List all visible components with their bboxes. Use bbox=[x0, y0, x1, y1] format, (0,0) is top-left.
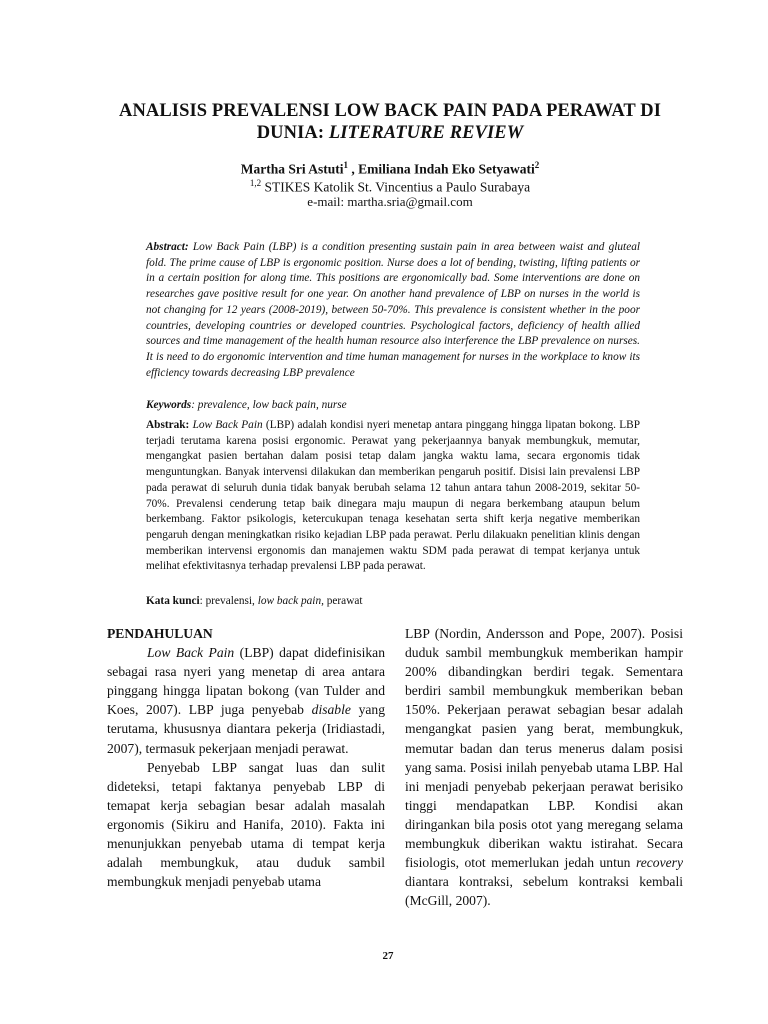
keywords-indonesian-pre: : prevalensi, bbox=[199, 595, 258, 607]
keywords-english bbox=[146, 398, 640, 413]
author-2-affil: 2 bbox=[534, 160, 540, 170]
title-line-2-italic: LITERATURE REVIEW bbox=[328, 123, 524, 143]
abstract-english-text: Low Back Pain (LBP) is a condition presenting sustain pain in area between waist and gluteal fold. The prime cause of LBP is ergonomic position. Nurse does a lot of bending, twisting, lifting patients or in a certain position for along time. This positions are ergonomically bad. Some interventions are done on researches gave positive result for one year. On another hand prevalence of LBP on nurses in the world is not changing for 12 years (2008-2019), between 50-70%. This prevalence is consistent whether in the poor countries, developing countries or developed countries. Psychological factors, deficiency of health allied sources and time management of the health human resource also interference the LBP prevalence on nurses. It is need to do ergonomic intervention and time human management for nurses in the workplace to know its efficiency towards decreasing LBP prevalence bbox=[146, 241, 640, 379]
page-number: 27 bbox=[382, 950, 394, 962]
keywords-english-text: : prevalence, low back pain, nurse bbox=[191, 399, 347, 411]
paragraph-3-italic: recovery bbox=[635, 855, 683, 871]
paragraph-1-a: (LBP) dapat didefinisikan sebagai rasa nyeri yang menetap di area antara pinggang hingga lipatan bokong (van Tulder and Koes, 2007). LBP juga penyebab bbox=[107, 645, 385, 718]
paragraph-1-b: yang terutama, khususnya diantara pekerja (Iridiastadi, 2007), termasuk pekerjaan menjadi perawat. bbox=[107, 702, 385, 756]
title-line-1: ANALISIS PREVALENSI LOW BACK PAIN PADA PERAWAT DI bbox=[118, 101, 662, 121]
paragraph-3 bbox=[405, 624, 683, 910]
keywords-indonesian-label: Kata kunci bbox=[146, 595, 200, 607]
keywords-indonesian-italic: low back pain, bbox=[257, 595, 324, 607]
body-column-left bbox=[107, 624, 385, 891]
author-1-affil: 1 bbox=[343, 160, 348, 170]
keywords-indonesian-post: perawat bbox=[323, 595, 363, 607]
section-heading: PENDAHULUAN bbox=[107, 626, 213, 641]
paragraph-3-b: diantara kontraksi, sebelum kontraksi kembali (McGill, 2007). bbox=[405, 874, 683, 909]
paragraph-3-a: LBP (Nordin, Andersson and Pope, 2007). Posisi duduk sambil membungkuk memberikan hampir 200% dibandingkan berdiri tegak. Sementara berdiri sambil membungkuk memberikan beban 150%. Pekerjaan perawat sebagian besar adalah mengangkat pasien yang berat, membungkuk, memutar badan dan terus menerus dalam posisi yang sama. Posisi inilah penyebab utama LBP. Hal ini menjadi penyebab pekerjaan perawat berisiko tinggi mendapatkan LBP. Kondisi akan diringankan bila posis otot yang meregang selama membungkuk diberikan waktu istirahat. Secara fisiologis, otot memerlukan jedah untun bbox=[405, 626, 683, 871]
affiliation-text: STIKES Katolik St. Vincentius a Paulo Surabaya bbox=[261, 179, 531, 195]
abstract-indonesian-label: Abstrak: bbox=[146, 419, 190, 431]
author-separator: , bbox=[347, 161, 359, 177]
author-1: Martha Sri Astuti bbox=[240, 161, 344, 177]
title-line-2 bbox=[100, 122, 680, 144]
keywords-english-label: Keywords bbox=[146, 399, 192, 411]
keywords-indonesian bbox=[146, 594, 640, 609]
paper-title bbox=[100, 100, 680, 144]
paragraph-1 bbox=[107, 643, 385, 758]
abstract-indonesian-term: Low Back Pain bbox=[192, 419, 263, 431]
abstract-english-label: Abstract: bbox=[146, 241, 189, 253]
title-line-2-plain: DUNIA: bbox=[256, 123, 329, 143]
body-column-right bbox=[405, 624, 683, 910]
affiliation-marker: 1,2 bbox=[249, 178, 262, 188]
abstract-indonesian-text: (LBP) adalah kondisi nyeri menetap antara pinggang hingga lipatan bokong. LBP terjadi terutama karena posisi ergonomic. Perawat yang pekerjaannya banyak membungkuk, memutar, mengangkat pasien bertahan dalam posisi tetap dalam jangka waktu lama, secara ergonomis tidak menguntungkan. Banyak intervensi dilakukan dan memberikan pengaruh positif. Disisi lain prevalensi LBP pada perawat di seluruh dunia tidak banyak berubah selama 12 tahun antara tahun 2008-2019, sekitar 50-70%. Prevalensi cenderung tetap baik dinegara maju maupun di negara berkembang ataupun belum berkembang. Faktor psikologis, ketercukupan tenaga kesehatan serta shift kerja negative memberikan pengaruh dengan meningkatkan risiko kejadian LBP pada perawat. Perlu dilakuakn penelitian klinis dengan memberikan intervensi ergonomis dan manajemen waktu SDM pada perawat di tempat kerjanya untuk melihat efektivitasnya terhadap prevalensi LBP pada perawat. bbox=[146, 419, 641, 573]
paragraph-2: Penyebab LBP sangat luas dan sulit dideteksi, tetapi faktanya penyebab LBP di temapat kerja sebagian besar adalah masalah ergonomis (Sikiru and Hanifa, 2010). Fakta ini menunjukkan penyebab utama di tempat kerja adalah membungkuk, atau duduk sambil membungkuk menjadi penyebab utama bbox=[107, 759, 385, 890]
contact-email: e-mail: martha.sria@gmail.com bbox=[307, 194, 473, 209]
paragraph-1-italic: Low Back Pain bbox=[147, 645, 235, 661]
abstract-english bbox=[146, 240, 640, 381]
paragraph-1-italic-2: disable bbox=[311, 702, 351, 718]
author-2: Emiliana Indah Eko Setyawati bbox=[358, 161, 535, 177]
abstract-indonesian bbox=[146, 418, 640, 575]
